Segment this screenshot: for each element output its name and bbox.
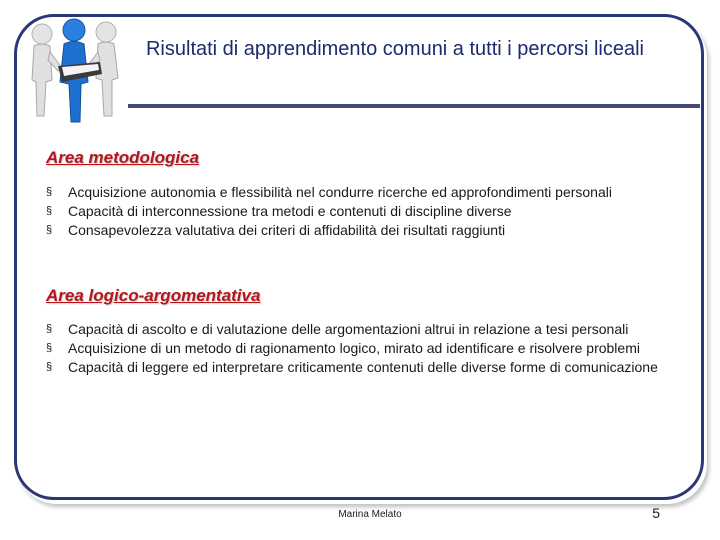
slide-title: Risultati di apprendimento comuni a tutti i percorsi liceali: [145, 38, 644, 60]
section-heading-metodologica: [46, 148, 199, 168]
people-figures-illustration: [22, 12, 134, 128]
list-item: § Capacità di ascolto e di valutazione delle argomentazioni altrui in relazione a tesi personali: [46, 321, 629, 337]
list-item: § Capacità di interconnessione tra metodi e contenuti di discipline diverse: [46, 203, 512, 219]
bullet-list-metodologica: [46, 183, 671, 240]
page-number: 5: [652, 505, 660, 521]
list-item: § Acquisizione di un metodo di ragionamento logico, mirato ad identificare e risolvere problemi: [46, 340, 640, 356]
footer-author: Marina Melato: [338, 509, 402, 520]
section-heading-text: Area logico-argomentativa: [46, 286, 261, 305]
bullet-marker-icon: §: [46, 342, 53, 354]
bullet-marker-icon: §: [46, 224, 53, 236]
bullet-marker-icon: §: [46, 361, 53, 373]
bullet-list-logico-argomentativa: [46, 320, 666, 377]
list-item: § Consapevolezza valutativa dei criteri di affidabilità dei risultati raggiunti: [46, 222, 506, 238]
list-item: § Acquisizione autonomia e flessibilità nel condurre ricerche ed approfondimenti personali: [46, 184, 612, 200]
list-item: § Capacità di leggere ed interpretare criticamente contenuti delle diverse forme di comunicazione: [46, 359, 658, 375]
section-heading-text: Area metodologica: [46, 148, 200, 167]
section-heading-logico-argomentativa: [46, 286, 260, 306]
bullet-marker-icon: §: [46, 323, 53, 335]
bullet-marker-icon: §: [46, 186, 53, 198]
bullet-marker-icon: §: [46, 205, 53, 217]
figure-center-blue: [58, 19, 102, 122]
title-underline-rule: [128, 104, 700, 108]
figure-left: [32, 24, 62, 116]
